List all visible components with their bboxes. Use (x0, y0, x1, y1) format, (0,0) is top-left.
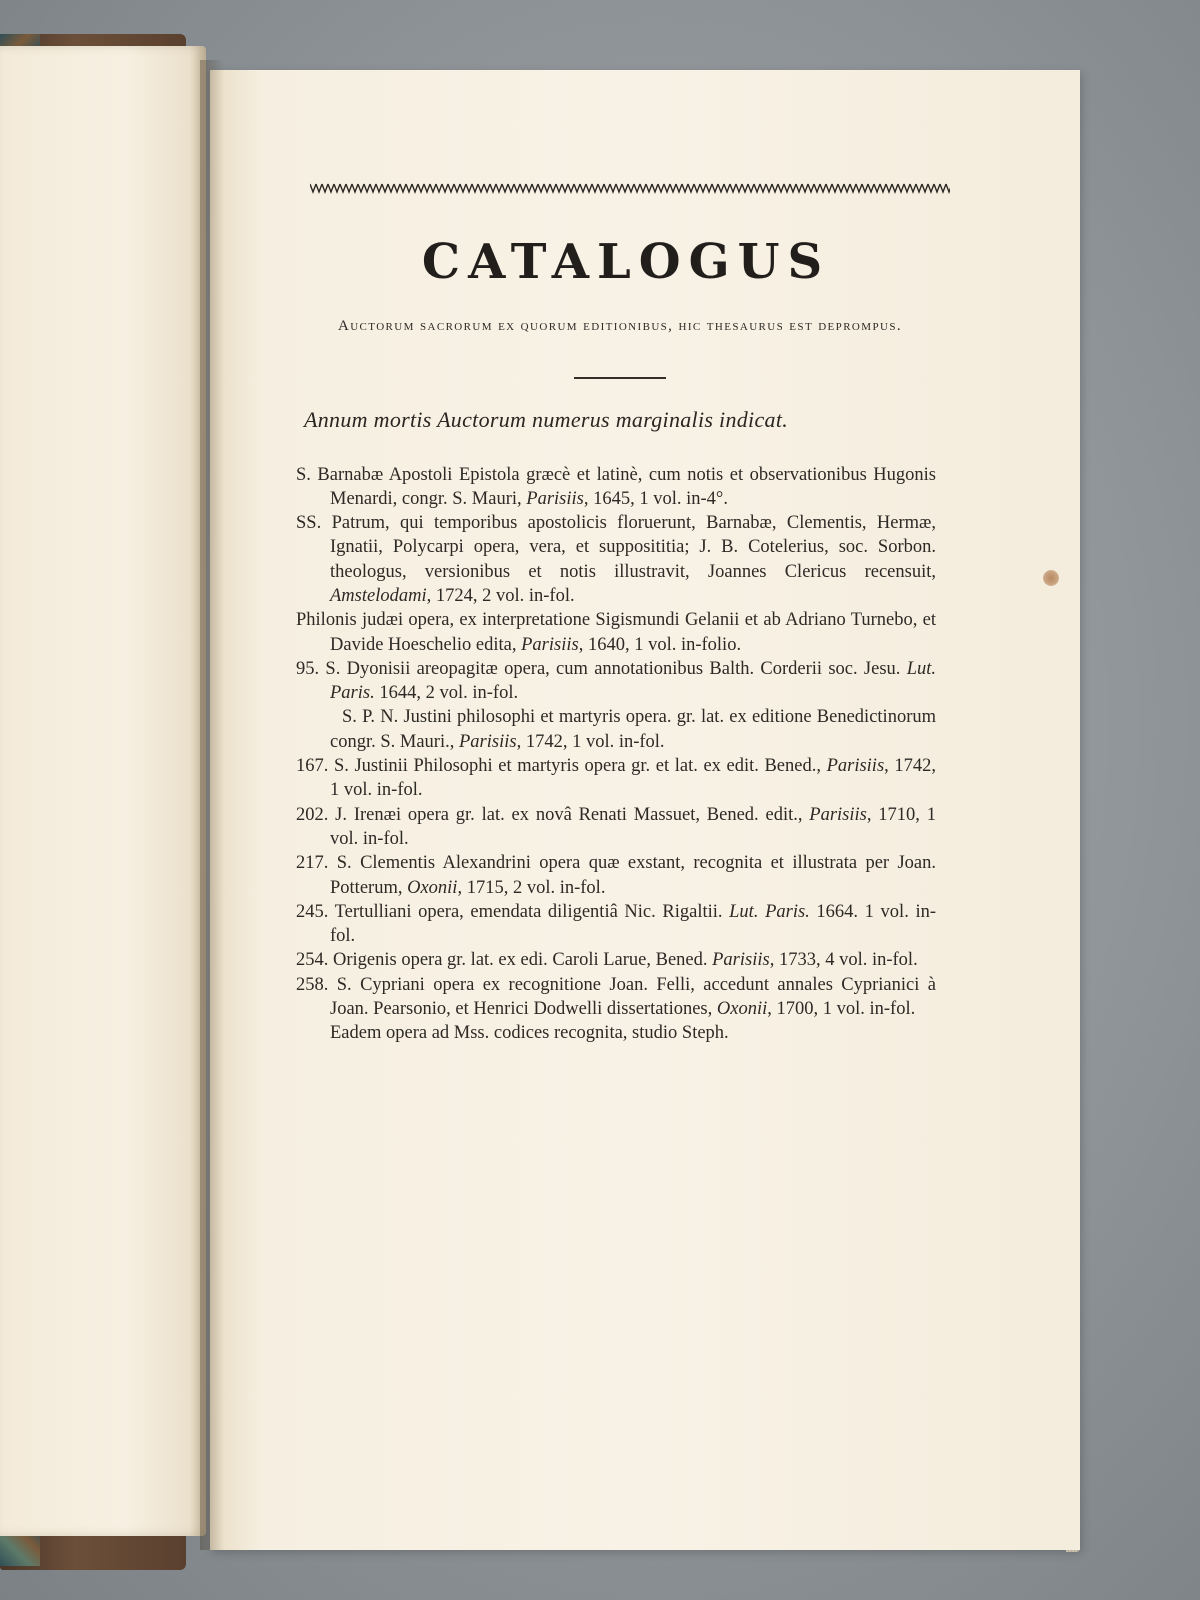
catalog-entry (296, 608, 936, 657)
entry-tail: , 1700, 1 vol. in-fol. (767, 999, 916, 1020)
entry-text: 254. Origenis opera gr. lat. ex edi. Caroli Larue, Bened. (296, 950, 713, 971)
entry-place: Lut. Paris. (330, 658, 936, 704)
entry-text: 95. S. Dyonisii areopagitæ opera, cum annotationibus Balth. Corderii soc. Jesu. (296, 658, 907, 679)
marginal-note: Annum mortis Auctorum numerus marginalis indicat. (304, 406, 789, 432)
left-page (0, 46, 206, 1536)
entry-tail: , 1733, 4 vol. in-fol. (769, 950, 918, 971)
ornamental-rule-icon (310, 180, 950, 196)
entry-place: Parisiis (809, 804, 867, 825)
entry-place: Parisiis (826, 756, 885, 777)
entry-text: 258. S. Cypriani opera ex recognitione Joan. Felli, accedunt annales Cyprianici à Joan. Pearsonio, et Henrici Dodwelli dissertationes, (296, 974, 936, 1020)
entry-text: Eadem opera ad Mss. codices recognita, studio Steph. (330, 1023, 729, 1044)
entry-tail: , 1710, 1 vol. in-fol. (330, 804, 936, 849)
entry-tail: , 1640, 1 vol. in-folio. (578, 634, 742, 655)
entry-tail: 1644, 2 vol. in-fol. (374, 683, 519, 704)
page-content (296, 180, 936, 1046)
entry-tail: , 1724, 2 vol. in-fol. (426, 585, 575, 606)
entry-tail: , 1715, 2 vol. in-fol. (457, 877, 606, 898)
entry-place: Parisiis (521, 634, 579, 655)
catalog-entry (296, 948, 936, 972)
catalog-entry (296, 511, 936, 608)
entry-place: Oxonii (407, 877, 458, 898)
title-rule (574, 377, 666, 379)
entry-place: Lut. Paris. (729, 901, 810, 922)
entry-text: S. Barnabæ Apostoli Epistola græcè et latinè, cum notis et observationibus Hugonis Menardi, congr. S. Mauri, (296, 464, 936, 509)
catalog-entry (296, 657, 936, 706)
entry-text: 202. J. Irenæi opera gr. lat. ex novâ Renati Massuet, Bened. edit., (296, 804, 810, 825)
entry-place: Oxonii (716, 999, 768, 1020)
page-subtitle: Auctorum sacrorum ex quorum editionibus, hic thesaurus est deprompus. (337, 318, 902, 334)
entry-place: Parisiis (712, 950, 770, 971)
catalog-entry (296, 851, 936, 900)
gutter-shadow (200, 60, 224, 1550)
catalog-entries (296, 463, 936, 1046)
foxing-spot (1043, 570, 1059, 586)
catalog-entry (296, 973, 936, 1022)
entry-text: S. P. N. Justini philosophi et martyris opera. gr. lat. ex editione Benedictinorum congr. S. Mauri., (330, 707, 936, 752)
entry-text: 217. S. Clementis Alexandrini opera quæ exstant, recognita et illustrata per Joan. Potterum, (296, 853, 936, 898)
catalog-entry (296, 463, 936, 512)
catalog-entry (296, 900, 936, 949)
entry-text: Philonis judæi opera, ex interpretatione Sigismundi Gelanii et ab Adriano Turnebo, et Davide Hoeschelio edita, (296, 610, 936, 655)
page-title: CATALOGUS (421, 234, 831, 290)
entry-place: Parisiis (458, 731, 517, 752)
entry-tail: , 1742, 1 vol. in-fol. (516, 731, 665, 752)
catalog-entry (296, 754, 936, 803)
entry-place: Amstelodami (330, 585, 427, 606)
entry-place: Parisiis (526, 488, 584, 509)
entry-tail: , 1742, 1 vol. in-fol. (330, 756, 937, 801)
catalog-entry (296, 705, 936, 754)
catalog-entry (296, 1021, 936, 1045)
catalog-entry (296, 803, 936, 852)
entry-tail: 1664. 1 vol. in-fol. (330, 901, 936, 947)
entry-text: 167. S. Justinii Philosophi et martyris opera gr. et lat. ex edit. Bened., (296, 756, 827, 777)
entry-text: 245. Tertulliani opera, emendata diligentiâ Nic. Rigaltii. (296, 901, 730, 922)
entry-text: SS. Patrum, qui temporibus apostolicis floruerunt, Barnabæ, Clementis, Hermæ, Ignatii, Polycarpi opera, vera, et supposititia; J. B. Cotelerius, soc. Sorbon. theologus, versionibus et notis illustravit, Joannes Clericus recensuit, (296, 513, 936, 582)
entry-tail: , 1645, 1 vol. in-4°. (583, 488, 728, 509)
